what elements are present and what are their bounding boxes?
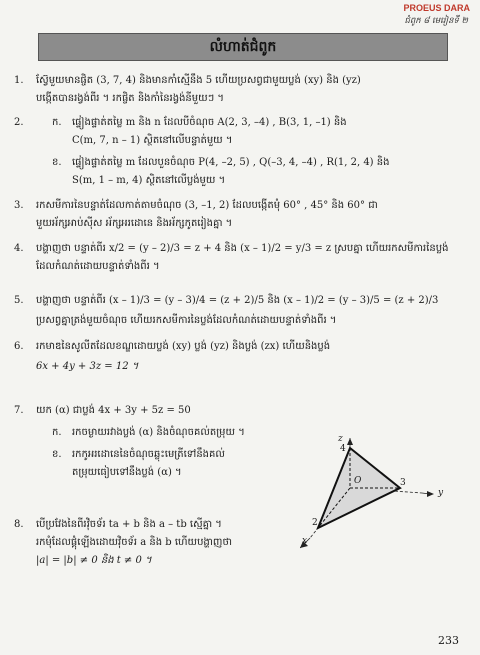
exercise-text: បង្កើតបានរង្វង់ពីរ ។ រកផ្ចិត និងកាំនៃរង្វង់នីមួយៗ ។ bbox=[36, 93, 225, 104]
exercise-text: បង្ហាញថា បន្ទាត់ពីរ x/2 = (y – 2)/3 = z + 4 និង (x – 1)/2 = y/3 = z ស្របគ្នា ហើយរកសមីការនៃប្លង់ bbox=[36, 243, 449, 254]
exercise-text: C(m, 7, n – 1) ស្ថិតនៅលើបន្ទាត់មួយ ។ bbox=[72, 135, 233, 146]
exercise-text: មួយអ័ក្សអាប់ស៊ីស អ័ក្សអរដោនេ និងអ័ក្សកូតរៀងគ្នា ។ bbox=[36, 218, 233, 229]
header-brand: PROEUS DARA bbox=[403, 3, 470, 13]
exercise-text: យក (α) ជាប្លង់ 4x + 3y + 5z = 50 bbox=[36, 405, 191, 416]
exercise-number: 6. bbox=[14, 341, 24, 352]
exercise-text: ផ្ទៀងផ្ទាត់តម្លៃ m និង n ដែលបីចំណុច A(2, 3, –4) , B(3, 1, –1) និង bbox=[72, 117, 347, 128]
exercise-text: |a| = |b| ≠ 0 និង t ≠ 0 ។ bbox=[36, 555, 152, 566]
exercise-number: 3. bbox=[14, 200, 24, 211]
exercise-number: 5. bbox=[14, 295, 24, 306]
z-label: z bbox=[338, 434, 343, 444]
header-chapter: ជំពូក ៨ មេរៀនទី ២ bbox=[404, 16, 468, 26]
exercise-text: តម្រុយធៀបទៅនឹងប្លង់ (α) ។ bbox=[72, 467, 182, 478]
exercise-number: 1. bbox=[14, 75, 24, 86]
sub-label: ក. bbox=[52, 117, 62, 128]
exercise-text: ប្រសព្វគ្នាត្រង់មួយចំណុច ហើយរកសមីការនៃប្លង់ដែលកំណត់ដោយបន្ទាត់ទាំងពីរ ។ bbox=[36, 315, 337, 326]
exercise-text: រកមាឌនៃសូលីតដែលខណ្ឌដោយប្លង់ (xy) ប្លង់ (yz) និងប្លង់ (zx) ហើយនិងប្លង់ bbox=[36, 341, 331, 352]
exercise-text: ដែលកំណត់ដោយបន្ទាត់ទាំងពីរ ។ bbox=[36, 261, 160, 272]
y-label: y bbox=[438, 488, 444, 498]
y-intercept-label: 3 bbox=[400, 478, 406, 488]
exercise-text: 6x + 4y + 3z = 12 ។ bbox=[36, 361, 139, 372]
title-banner bbox=[38, 33, 448, 61]
exercise-text: រកចម្ងាយរវាងប្លង់ (α) និងចំណុចគល់តម្រុយ ។ bbox=[72, 427, 245, 438]
tetrahedron-diagram bbox=[300, 438, 450, 550]
exercise-text: បង្ហាញថា បន្ទាត់ពីរ (x – 1)/3 = (y – 3)/4 = (z + 2)/5 និង (x – 1)/2 = (y – 3)/5 = (z + 2)/3 bbox=[36, 295, 439, 306]
exercise-text: រកសមីការនៃបន្ទាត់ដែលកាត់តាមចំណុច (3, –1, 2) ដែលបង្កើតមុំ 60° , 45° និង 60° ជា bbox=[36, 200, 378, 211]
page-number: 233 bbox=[438, 634, 459, 647]
exercise-text: ស្វ៊ែមួយមានផ្ចិត (3, 7, 4) និងមានកាំស្មើនឹង 5 ហើយប្រសព្វជាមួយប្លង់ (xy) និង (yz) bbox=[36, 75, 361, 86]
page-title: លំហាត់ជំពូក bbox=[209, 38, 277, 55]
exercise-number: 7. bbox=[14, 405, 24, 416]
sub-label: ខ. bbox=[52, 157, 62, 168]
exercise-text: S(m, 1 – m, 4) ស្ថិតនៅលើប្លង់មួយ ។ bbox=[72, 175, 226, 186]
origin-label: O bbox=[354, 476, 362, 486]
y-arrow bbox=[427, 491, 434, 497]
exercise-number: 8. bbox=[14, 519, 24, 530]
sub-label: ខ. bbox=[52, 449, 62, 460]
exercise-text: រកកូអរដោនេនៃចំណុចឆ្លុះមេត្រីទៅនឹងគល់ bbox=[72, 449, 225, 460]
x-label: x bbox=[302, 536, 308, 546]
exercise-text: រកមុំដែលផ្គុំឡើងដោយវ៉ិចទ័រ a និង b ហើយបង្ហាញថា bbox=[36, 537, 232, 548]
z-intercept-label: 4 bbox=[340, 444, 346, 454]
exercise-text: បើប្រវែងនៃពីរវ៉ិចទ័រ ta + b និង a – tb ស្មើគ្នា ។ bbox=[36, 519, 222, 530]
x-intercept-label: 2 bbox=[312, 518, 318, 528]
exercise-number: 4. bbox=[14, 243, 24, 254]
exercise-text: ផ្ទៀងផ្ទាត់តម្លៃ m ដែលបួនចំណុច P(4, –2, 5) , Q(–3, 4, –4) , R(1, 2, 4) និង bbox=[72, 157, 390, 168]
z-arrow bbox=[347, 438, 353, 445]
exercise-number: 2. bbox=[14, 117, 24, 128]
tetrahedron-figure bbox=[300, 434, 450, 550]
sub-label: ក. bbox=[52, 427, 62, 438]
